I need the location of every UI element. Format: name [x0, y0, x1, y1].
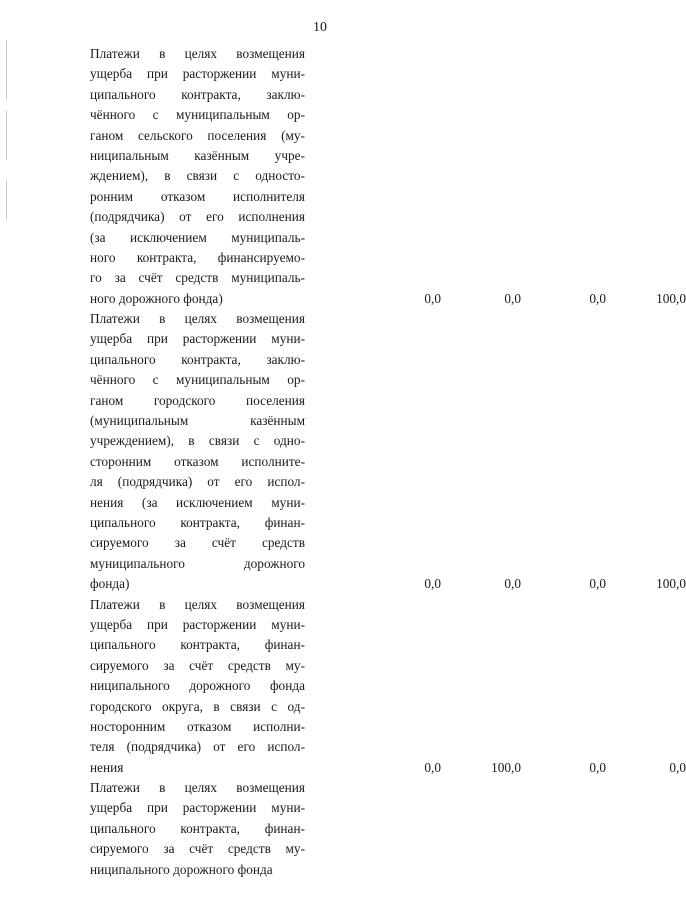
description-line: сируемого за счёт средств му-	[90, 657, 305, 673]
description-line: ципального контракта, финан-	[90, 514, 305, 530]
description-line: ного дорожного фонда)	[90, 290, 223, 306]
row-description	[90, 778, 305, 880]
payments-table	[90, 44, 686, 880]
table-row	[90, 309, 686, 594]
description-line: ципального контракта, финан-	[90, 820, 305, 836]
value-cell: 0,0	[424, 290, 441, 306]
description-line: (подрядчика) от его исполнения	[90, 209, 305, 225]
description-line: ниципальным казённым учре-	[90, 147, 305, 163]
value-cell: 0,0	[504, 290, 521, 306]
description-line: муниципального дорожного	[90, 555, 305, 571]
description-line: ципального контракта, заклю-	[90, 86, 305, 102]
value-cell: 0,0	[589, 759, 606, 775]
row-values	[305, 289, 686, 309]
description-line: ганом городского поселения	[90, 392, 305, 408]
description-line: (за исключением муниципаль-	[90, 229, 305, 245]
description-line: сируемого за счёт средств му-	[90, 841, 305, 857]
description-line: чённого с муниципальным ор-	[90, 372, 305, 388]
table-row	[90, 44, 686, 309]
description-line: учреждением), в связи с одно-	[90, 433, 305, 449]
row-description	[90, 595, 305, 779]
description-line: сируемого за счёт средств	[90, 535, 305, 551]
description-line: ного контракта, финансируемо-	[90, 249, 305, 265]
description-line: ниципального дорожного фонда	[90, 861, 273, 877]
description-line: ципального контракта, заклю-	[90, 351, 305, 367]
description-line: ниципального дорожного фонда	[90, 678, 305, 694]
description-line: ждением), в связи с односто-	[90, 168, 305, 184]
value-cell: 0,0	[589, 576, 606, 592]
description-line: Платежи в целях возмещения	[90, 596, 305, 612]
margin-scan-mark	[6, 110, 7, 160]
description-line: нения (за исключением муни-	[90, 494, 305, 510]
value-cell: 0,0	[589, 290, 606, 306]
value-cell: 100,0	[491, 759, 521, 775]
page-number: 10	[313, 20, 327, 35]
value-cell: 100,0	[656, 576, 686, 592]
description-line: носторонним отказом исполни-	[90, 718, 305, 734]
description-line: Платежи в целях возмещения	[90, 311, 305, 327]
description-line: чённого с муниципальным ор-	[90, 107, 305, 123]
description-line: (муниципальным казённым	[90, 413, 305, 429]
value-cell: 0,0	[424, 576, 441, 592]
description-line: нения	[90, 759, 124, 775]
description-line: теля (подрядчика) от его испол-	[90, 739, 305, 755]
description-line: Платежи в целях возмещения	[90, 46, 305, 61]
description-line: сторонним отказом исполните-	[90, 453, 305, 469]
description-line: Платежи в целях возмещения	[90, 780, 305, 796]
row-values	[305, 758, 686, 778]
description-line: ганом сельского поселения (му-	[90, 127, 305, 143]
description-line: ущерба при расторжении муни-	[90, 331, 305, 347]
margin-scan-mark	[6, 180, 7, 220]
description-line: фонда)	[90, 576, 130, 592]
table-row	[90, 778, 686, 880]
table-row	[90, 595, 686, 779]
description-line: ущерба при расторжении муни-	[90, 800, 305, 816]
value-cell: 100,0	[656, 290, 686, 306]
description-line: го за счёт средств муниципаль-	[90, 270, 305, 286]
row-description	[90, 44, 305, 309]
description-line: городского округа, в связи с од-	[90, 698, 305, 714]
description-line: ципального контракта, финан-	[90, 637, 305, 653]
value-cell: 0,0	[424, 759, 441, 775]
description-line: ущерба при расторжении муни-	[90, 66, 305, 82]
value-cell: 0,0	[669, 759, 686, 775]
row-description	[90, 309, 305, 594]
description-line: ущерба при расторжении муни-	[90, 616, 305, 632]
description-line: ля (подрядчика) от его испол-	[90, 474, 305, 490]
margin-scan-mark	[6, 40, 7, 100]
description-line: ронним отказом исполнителя	[90, 188, 305, 204]
value-cell: 0,0	[504, 576, 521, 592]
row-values	[305, 574, 686, 594]
